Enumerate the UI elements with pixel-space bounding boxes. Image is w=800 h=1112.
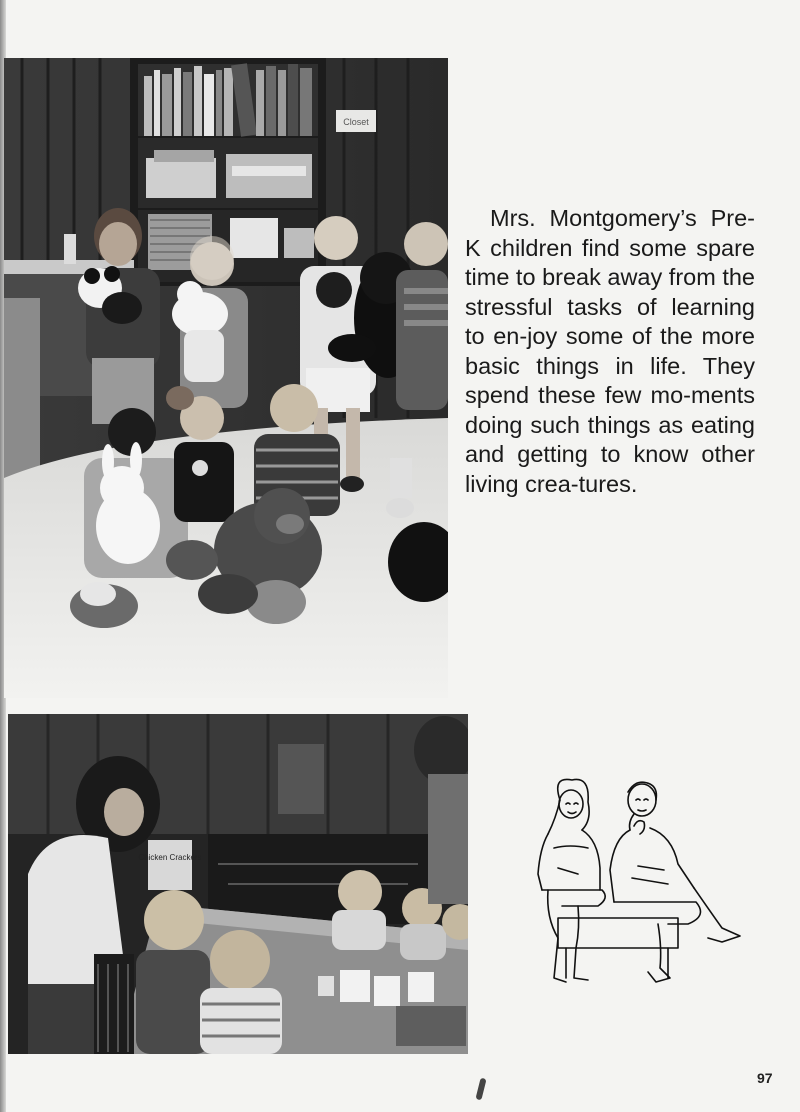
illustration-two-children-on-bench: [518, 778, 746, 994]
photo-children-eating-at-table-image: [8, 714, 468, 1054]
photo-children-with-stuffed-animals-image: [4, 58, 448, 698]
print-speck: [475, 1078, 486, 1101]
closet-sign: [336, 110, 376, 132]
photo-children-with-stuffed-animals: [4, 58, 448, 698]
svg-text:Chicken Crackers: Chicken Crackers: [138, 853, 202, 862]
photo-children-eating-at-table: [8, 714, 468, 1054]
page-number: 97: [757, 1070, 773, 1086]
photo-caption: Mrs. Montgomery’s Pre-K children find some spare time to break away from the stressful tasks of learning to en-joy some of the more basic things in life. They spend these few mo-ments doing such things as eating and getting to know other living crea-tures.: [465, 205, 755, 497]
svg-text:Closet: Closet: [343, 117, 369, 127]
